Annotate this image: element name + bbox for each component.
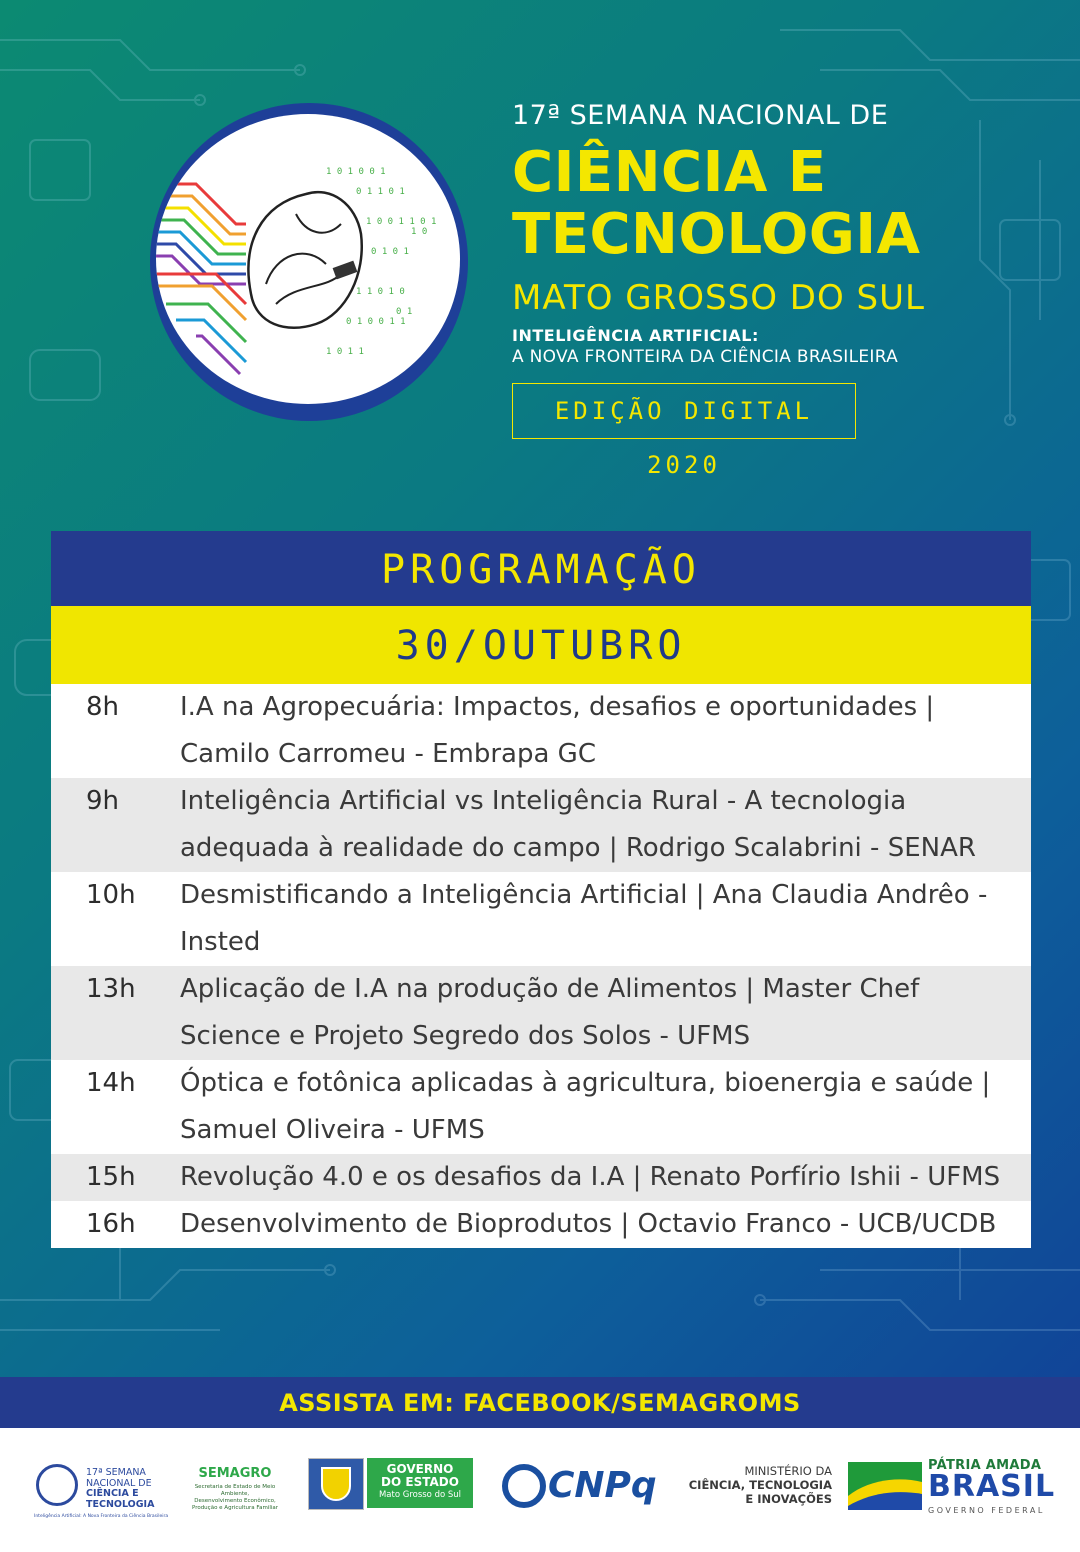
event-edition-line: 17ª SEMANA NACIONAL DE xyxy=(512,100,889,131)
svg-text:0 1 1 0 1: 0 1 1 0 1 xyxy=(356,187,405,197)
snct-logo xyxy=(34,1456,184,1536)
semagro-line2: Desenvolvimento Econômico, xyxy=(194,1498,276,1504)
snct-line2: NACIONAL DE xyxy=(86,1477,152,1489)
brasil-line2: BRASIL xyxy=(928,1469,1056,1504)
schedule-row xyxy=(51,778,1031,872)
snct-line4: TECNOLOGIA xyxy=(86,1498,155,1510)
schedule-talk: Aplicação de I.A na produção de Alimentos | Master Chef Science e Projeto Segredo dos Solos - UFMS xyxy=(180,974,920,1051)
event-theme-subtitle: A NOVA FRONTEIRA DA CIÊNCIA BRASILEIRA xyxy=(512,347,899,367)
schedule-time: 14h xyxy=(86,1068,136,1098)
schedule-row xyxy=(51,966,1031,1060)
event-title xyxy=(512,142,920,266)
brasil-flag-icon xyxy=(848,1462,922,1510)
schedule-talk: Óptica e fotônica aplicadas à agricultura, bioenergia e saúde | Samuel Oliveira - UFMS xyxy=(180,1068,991,1145)
schedule-list xyxy=(51,684,1031,1248)
schedule-talk: Desmistificando a Inteligência Artificial | Ana Claudia Andrêo - Insted xyxy=(180,880,988,957)
mcti-line1: MINISTÉRIO DA xyxy=(744,1464,832,1478)
schedule-talk: Revolução 4.0 e os desafios da I.A | Renato Porfírio Ishii - UFMS xyxy=(180,1162,1001,1192)
schedule-time: 16h xyxy=(86,1209,136,1239)
mcti-line2: CIÊNCIA, TECNOLOGIA xyxy=(688,1478,832,1492)
event-title-line1: CIÊNCIA E xyxy=(512,140,827,205)
cnpq-icon xyxy=(500,1462,548,1510)
svg-text:0 1: 0 1 xyxy=(396,307,413,317)
edition-badge: EDIÇÃO DIGITAL 2020 xyxy=(512,383,856,439)
schedule-date: 30/OUTUBRO xyxy=(51,606,1031,684)
schedule-row xyxy=(51,1201,1031,1248)
schedule-time: 13h xyxy=(86,974,136,1004)
schedule-panel xyxy=(51,531,1031,1248)
schedule-talk: I.A na Agropecuária: Impactos, desafios e oportunidades | Camilo Carromeu - Embrapa GC xyxy=(180,692,935,769)
snct-tagline: Inteligência Artificial: A Nova Fronteira da Ciência Brasileira xyxy=(34,1514,169,1519)
event-logo-illustration xyxy=(156,114,460,404)
schedule-title: PROGRAMAÇÃO xyxy=(51,531,1031,606)
schedule-time: 9h xyxy=(86,786,120,816)
snct-logo-icon xyxy=(36,1464,78,1506)
snct-line3: CIÊNCIA E xyxy=(86,1488,139,1499)
schedule-talk: Inteligência Artificial vs Inteligência Rural - A tecnologia adequada à realidade do campo | Rodrigo Scalabrini - SENAR xyxy=(180,786,976,863)
governo-line2: DO ESTADO xyxy=(381,1475,459,1489)
svg-text:1 0 1 1: 1 0 1 1 xyxy=(326,347,364,357)
semagro-name: SEMAGRO xyxy=(198,1466,272,1481)
svg-text:1 0 0 1 1 0 1: 1 0 0 1 1 0 1 xyxy=(366,217,437,227)
mcti-logo xyxy=(682,1464,832,1506)
svg-text:0 1 0 0 1 1: 0 1 0 0 1 1 xyxy=(346,317,406,327)
cnpq-logo xyxy=(500,1462,660,1512)
governo-ms-logo xyxy=(367,1458,473,1508)
cnpq-text: CNPq xyxy=(548,1465,657,1506)
snct-line1: 17ª SEMANA xyxy=(86,1467,146,1478)
brasil-line1: PÁTRIA AMADA xyxy=(928,1458,1042,1473)
sponsor-footer xyxy=(0,1428,1080,1552)
event-state: MATO GROSSO DO SUL xyxy=(512,278,925,318)
schedule-row xyxy=(51,1154,1031,1201)
semagro-logo xyxy=(180,1466,290,1526)
state-crest-icon xyxy=(308,1458,364,1510)
svg-text:1 0: 1 0 xyxy=(411,227,428,237)
svg-text:0 1 0 1: 0 1 0 1 xyxy=(371,247,409,257)
svg-text:1 1 0 1 0: 1 1 0 1 0 xyxy=(356,287,405,297)
event-title-line2: TECNOLOGIA xyxy=(512,202,921,267)
semagro-line1: Secretaria de Estado de Meio Ambiente, xyxy=(194,1484,276,1497)
semagro-line3: Produção e Agricultura Familiar xyxy=(191,1505,279,1511)
schedule-time: 10h xyxy=(86,880,136,910)
svg-text:1 0 1 0 0 1: 1 0 1 0 0 1 xyxy=(326,167,386,177)
schedule-row xyxy=(51,872,1031,966)
watch-banner: ASSISTA EM: FACEBOOK/SEMAGROMS xyxy=(0,1377,1080,1428)
schedule-row xyxy=(51,684,1031,778)
brasil-line3: GOVERNO FEDERAL xyxy=(928,1506,1045,1515)
mcti-line3: E INOVAÇÕES xyxy=(745,1492,832,1506)
schedule-talk: Desenvolvimento de Bioprodutos | Octavio Franco - UCB/UCDB xyxy=(180,1209,997,1239)
event-theme-title: INTELIGÊNCIA ARTIFICIAL: xyxy=(512,326,759,345)
schedule-time: 15h xyxy=(86,1162,136,1192)
governo-line3: Mato Grosso do Sul xyxy=(378,1490,462,1500)
governo-line1: GOVERNO xyxy=(386,1462,454,1476)
schedule-row xyxy=(51,1060,1031,1154)
brasil-gov-logo xyxy=(848,1458,1056,1518)
schedule-time: 8h xyxy=(86,692,120,722)
